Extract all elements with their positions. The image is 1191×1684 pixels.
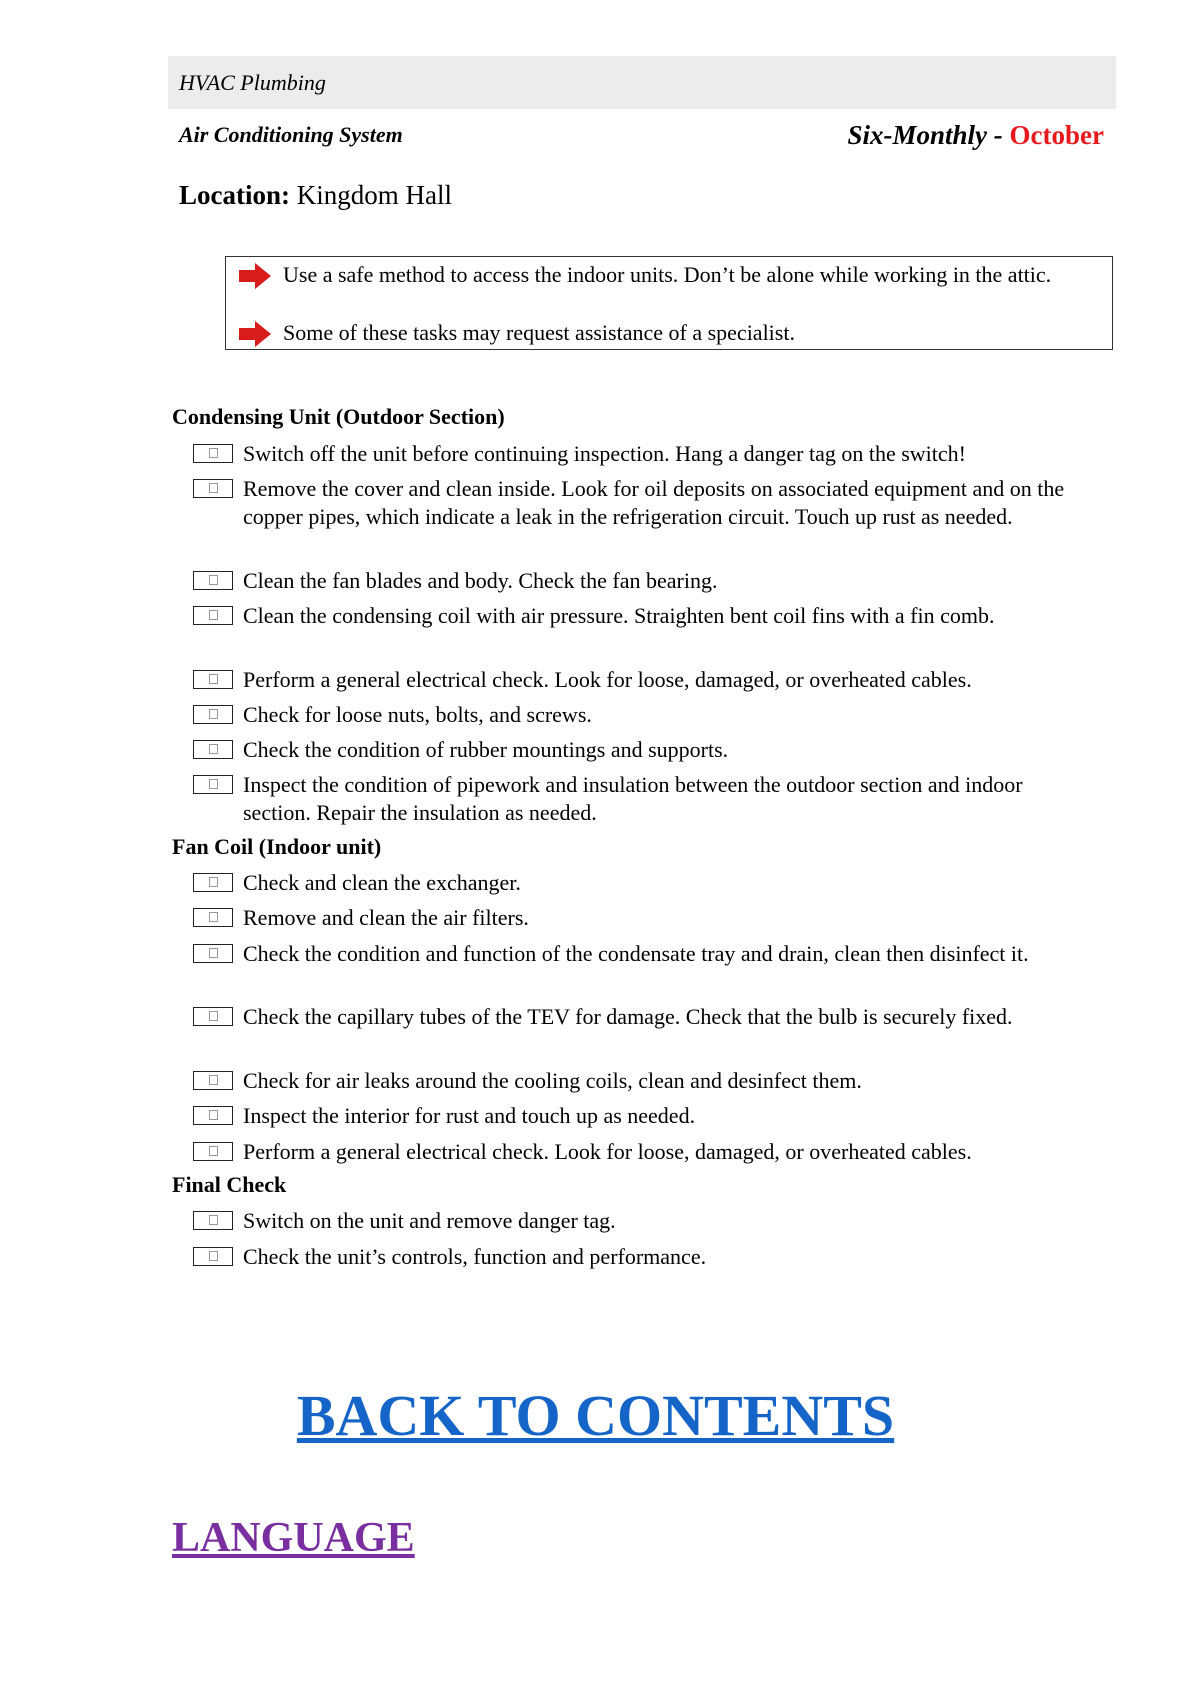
- notice-text: Some of these tasks may request assistance of a specialist.: [283, 320, 795, 345]
- task-text: Check the condition of rubber mountings and supports.: [243, 737, 729, 762]
- task-text: Perform a general electrical check. Look for loose, damaged, or overheated cables.: [243, 667, 972, 692]
- task-checkbox[interactable]: [193, 908, 233, 927]
- task-checkbox[interactable]: [193, 1106, 233, 1125]
- location-line: [179, 180, 452, 211]
- section-title-fancoil: Fan Coil (Indoor unit): [172, 834, 382, 859]
- task-text: Remove the cover and clean inside. Look for oil deposits on associated equipment and on the copper pipes, which indicate a leak in the refrigeration circuit. Touch up rust as needed.: [243, 476, 1065, 529]
- task-text: Check the unit’s controls, function and performance.: [243, 1244, 707, 1269]
- task-text: Inspect the interior for rust and touch up as needed.: [243, 1103, 696, 1128]
- task-text: Check the condition and function of the condensate tray and drain, clean then disinfect it.: [243, 941, 1029, 966]
- task-text: Check for air leaks around the cooling coils, clean and desinfect them.: [243, 1068, 862, 1093]
- task-checkbox[interactable]: [193, 873, 233, 892]
- task-text: Remove and clean the air filters.: [243, 905, 529, 930]
- notice-text: Use a safe method to access the indoor units. Don’t be alone while working in the attic.: [283, 262, 1052, 287]
- task-text: Switch on the unit and remove danger tag.: [243, 1208, 616, 1233]
- department-label: HVAC Plumbing: [179, 70, 326, 95]
- task-checkbox[interactable]: [193, 705, 233, 724]
- frequency-separator: -: [987, 120, 1010, 150]
- task-checkbox[interactable]: [193, 740, 233, 759]
- frequency-label: [847, 120, 1104, 151]
- task-text: Perform a general electrical check. Look for loose, damaged, or overheated cables.: [243, 1139, 972, 1164]
- frequency-text: Six-Monthly: [847, 120, 988, 150]
- task-checkbox[interactable]: [193, 1071, 233, 1090]
- task-text: Inspect the condition of pipework and insulation between the outdoor section and indoor section. Repair the insulation as needed.: [243, 772, 1023, 825]
- task-text: Clean the fan blades and body. Check the fan bearing.: [243, 568, 718, 593]
- arrow-right-icon: [239, 263, 271, 289]
- task-text: Check the capillary tubes of the TEV for damage. Check that the bulb is securely fixed.: [243, 1004, 1013, 1029]
- location-label: Location:: [179, 180, 290, 210]
- task-checkbox[interactable]: [193, 775, 233, 794]
- task-checkbox[interactable]: [193, 606, 233, 625]
- task-checkbox[interactable]: [193, 944, 233, 963]
- back-to-contents-link[interactable]: BACK TO CONTENTS: [296, 1383, 895, 1448]
- safety-notice-box: [225, 256, 1113, 350]
- location-value: Kingdom Hall: [296, 180, 452, 210]
- month-label: October: [1009, 120, 1104, 150]
- system-name: Air Conditioning System: [179, 122, 403, 147]
- task-text: Check and clean the exchanger.: [243, 870, 521, 895]
- task-text: Switch off the unit before continuing inspection. Hang a danger tag on the switch!: [243, 441, 966, 466]
- task-checkbox[interactable]: [193, 444, 233, 463]
- section-title-condensing: Condensing Unit (Outdoor Section): [172, 404, 505, 429]
- task-text: Clean the condensing coil with air pressure. Straighten bent coil fins with a fin comb.: [243, 603, 995, 628]
- task-checkbox[interactable]: [193, 1247, 233, 1266]
- task-checkbox[interactable]: [193, 479, 233, 498]
- task-checkbox[interactable]: [193, 1211, 233, 1230]
- task-checkbox[interactable]: [193, 670, 233, 689]
- language-link[interactable]: LANGUAGE: [172, 1515, 415, 1561]
- arrow-right-icon: [239, 321, 271, 347]
- task-checkbox[interactable]: [193, 1007, 233, 1026]
- section-title-final: Final Check: [172, 1172, 287, 1197]
- task-checkbox[interactable]: [193, 571, 233, 590]
- task-checkbox[interactable]: [193, 1142, 233, 1161]
- task-text: Check for loose nuts, bolts, and screws.: [243, 702, 592, 727]
